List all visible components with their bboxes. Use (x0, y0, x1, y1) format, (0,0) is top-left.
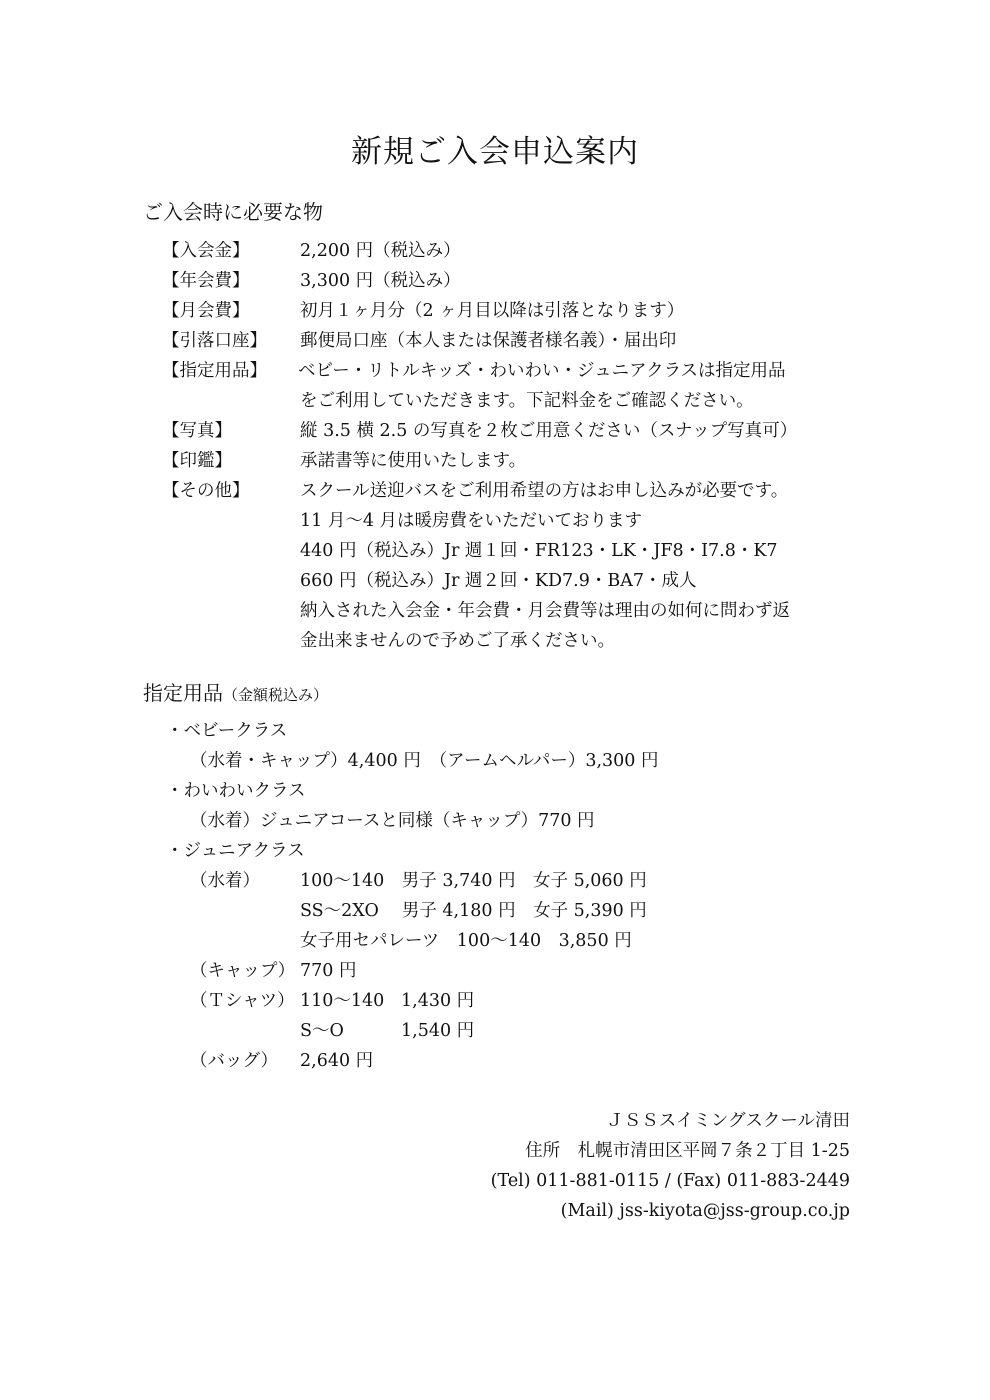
junior-shirt-size-1: 110～140 (300, 991, 385, 1011)
junior-shirt-size-2: S～O (300, 1021, 344, 1041)
item-label-monthly-fee: 【月会費】 (162, 301, 250, 321)
item-label-designated-goods: 【指定用品】 (162, 361, 267, 381)
baby-class-line: （水着・キャップ）4,400 円 （アームヘルパー）3,300 円 (190, 751, 659, 771)
item-value-designated-goods-cont: をご利用していただきます。下記料金をご確認ください。 (300, 391, 754, 411)
required-items-heading: ご入会時に必要な物 (143, 200, 323, 224)
waiwai-class-line: （水着）ジュニアコースと同様（キャップ）770 円 (190, 811, 595, 831)
item-value-annual-fee: 3,300 円（税込み） (300, 271, 461, 291)
other-line-heating: 11 月～4 月は暖房費をいただいております (300, 511, 643, 531)
waiwai-class-title: ・わいわいクラス (166, 781, 306, 801)
school-mail: (Mail) jss-kiyota@jss-group.co.jp (560, 1201, 850, 1221)
junior-class-title: ・ジュニアクラス (166, 841, 305, 861)
baby-class-title: ・ベビークラス (166, 721, 288, 741)
junior-shirt-label: （Ｔシャツ） (190, 991, 295, 1011)
junior-swim-line-3: 女子用セパレーツ 100～140 3,850 円 (300, 931, 632, 951)
junior-bag-label: （バッグ） (190, 1051, 279, 1071)
junior-shirt-price-1: 1,430 円 (401, 991, 475, 1011)
page-title: 新規ご入会申込案内 (351, 134, 639, 170)
item-value-entry-fee: 2,200 円（税込み） (300, 241, 461, 261)
item-label-entry-fee: 【入会金】 (162, 241, 250, 261)
goods-heading (143, 677, 328, 706)
other-line-660: 660 円（税込み）Jr 週２回・KD7.9・BA7・成人 (300, 571, 697, 591)
school-phone-fax: (Tel) 011-881-0115 / (Fax) 011-883-2449 (490, 1171, 850, 1191)
other-line-440: 440 円（税込み）Jr 週１回・FR123・LK・JF8・I7.8・K7 (300, 541, 778, 561)
junior-swim-line-2: SS～2XO 男子 4,180 円 女子 5,390 円 (300, 901, 647, 921)
item-label-annual-fee: 【年会費】 (162, 271, 250, 291)
goods-heading-text: 指定用品 (143, 681, 223, 705)
item-value-monthly-fee: 初月１ヶ月分（2 ヶ月目以降は引落となります） (300, 301, 685, 321)
item-value-debit-account: 郵便局口座（本人または保護者様名義）・届出印 (300, 331, 677, 351)
school-address: 住所 札幌市清田区平岡７条２丁目 1-25 (525, 1141, 850, 1161)
item-value-designated-goods: ベビー・リトルキッズ・わいわい・ジュニアクラスは指定用品 (298, 361, 786, 381)
item-value-other: スクール送迎バスをご利用希望の方はお申し込みが必要です。 (300, 481, 789, 501)
item-label-debit-account: 【引落口座】 (162, 331, 267, 351)
other-line-refund-1: 納入された入会金・年会費・月会費等は理由の如何に問わず返 (300, 601, 790, 621)
school-name: ＪＳＳスイミングスクール清田 (606, 1111, 850, 1131)
junior-cap-value: 770 円 (300, 961, 357, 981)
junior-swim-label: （水着） (190, 871, 260, 891)
item-label-photo: 【写真】 (162, 421, 232, 441)
goods-heading-note: （金額税込み） (223, 686, 329, 704)
item-label-other: 【その他】 (162, 481, 250, 501)
item-value-seal: 承諾書等に使用いたします。 (300, 451, 527, 471)
item-value-photo: 縦 3.5 横 2.5 の写真を２枚ご用意ください（スナップ写真可） (300, 421, 798, 441)
junior-cap-label: （キャップ） (190, 961, 296, 981)
junior-shirt-price-2: 1,540 円 (401, 1021, 475, 1041)
other-line-refund-2: 金出来ませんので予めご了承ください。 (300, 631, 615, 651)
item-label-seal: 【印鑑】 (162, 451, 232, 471)
junior-bag-value: 2,640 円 (300, 1051, 374, 1071)
junior-swim-line-1: 100～140 男子 3,740 円 女子 5,060 円 (300, 871, 647, 891)
